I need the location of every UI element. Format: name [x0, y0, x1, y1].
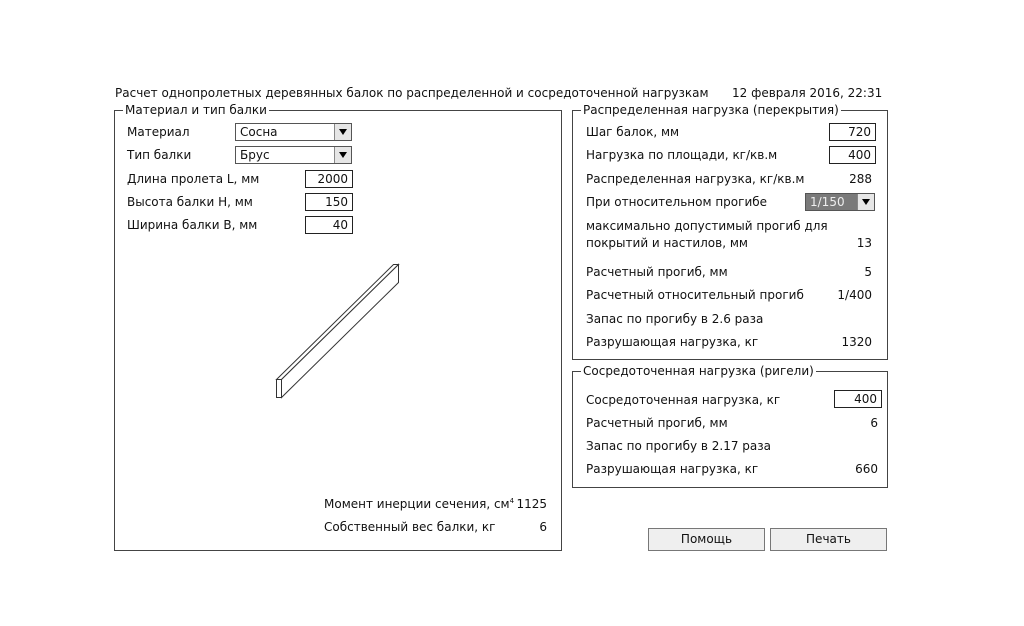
- beam-top-face: [277, 265, 399, 380]
- width-label: Ширина балки B, мм: [127, 218, 258, 232]
- beam-side-face: [282, 265, 399, 398]
- beam-end-face: [277, 380, 282, 398]
- relative-deflection-select[interactable]: [805, 193, 875, 211]
- calc-deflection-value: 5: [864, 265, 872, 279]
- concentrated-load-input[interactable]: 400: [834, 390, 882, 408]
- material-label: Материал: [127, 125, 190, 139]
- chevron-down-icon[interactable]: [334, 124, 351, 140]
- concentrated-breaking-load-value: 660: [855, 462, 878, 476]
- deflection-margin-label: Запас по прогибу в 2.6 раза: [586, 312, 764, 326]
- span-input[interactable]: 2000: [305, 170, 353, 188]
- span-label: Длина пролета L, мм: [127, 172, 260, 186]
- max-deflection-label-line2: покрытий и настилов, мм: [586, 236, 748, 250]
- calc-relative-deflection-value: 1/400: [837, 288, 872, 302]
- beam-type-label: Тип балки: [127, 148, 192, 162]
- material-select-value: Сосна: [240, 125, 278, 139]
- concentrated-margin-label: Запас по прогибу в 2.17 раза: [586, 439, 772, 453]
- max-deflection-value: 13: [856, 236, 872, 250]
- calc-deflection-label: Расчетный прогиб, мм: [586, 265, 728, 279]
- material-select[interactable]: [235, 123, 352, 141]
- weight-value: 6: [539, 520, 547, 534]
- relative-deflection-label: При относительном прогибе: [586, 195, 768, 209]
- distributed-load-value: 288: [849, 172, 872, 186]
- distributed-load-legend: Распределенная нагрузка (перекрытия): [583, 103, 839, 117]
- concentrated-deflection-value: 6: [870, 416, 878, 430]
- inertia-label: Момент инерции сечения, $см^4$: [324, 497, 515, 511]
- calc-relative-deflection-label: Расчетный относительный прогиб: [586, 288, 804, 302]
- max-deflection-label-line1: максимально допустимый прогиб для: [586, 219, 828, 233]
- help-button[interactable]: Помощь: [648, 528, 765, 551]
- area-load-label: Нагрузка по площади, кг/кв.м: [586, 148, 778, 162]
- weight-label: Собственный вес балки, кг: [324, 520, 496, 534]
- beam-type-select-value: Брус: [240, 148, 270, 162]
- chevron-down-icon[interactable]: [857, 194, 874, 210]
- beam-type-select[interactable]: [235, 146, 352, 164]
- beam-step-label: Шаг балок, мм: [586, 125, 680, 139]
- beam-illustration: [270, 260, 405, 405]
- concentrated-breaking-load-label: Разрушающая нагрузка, кг: [586, 462, 759, 476]
- concentrated-load-legend: Сосредоточенная нагрузка (ригели): [583, 364, 814, 378]
- breaking-load-value: 1320: [841, 335, 872, 349]
- beam-step-input[interactable]: 720: [829, 123, 876, 141]
- width-input[interactable]: 40: [305, 216, 353, 234]
- chevron-down-icon[interactable]: [334, 147, 351, 163]
- print-button[interactable]: Печать: [770, 528, 887, 551]
- concentrated-deflection-label: Расчетный прогиб, мм: [586, 416, 728, 430]
- inertia-value: 1125: [516, 497, 547, 511]
- height-input[interactable]: 150: [305, 193, 353, 211]
- distributed-load-label: Распределенная нагрузка, кг/кв.м: [586, 172, 805, 186]
- height-label: Высота балки H, мм: [127, 195, 253, 209]
- page-title: Расчет однопролетных деревянных балок по распределенной и сосредоточенной нагрузкам: [115, 86, 709, 100]
- material-panel-legend: Материал и тип балки: [125, 103, 267, 117]
- inertia-superscript: 4: [509, 497, 515, 505]
- date-label: 12 февраля 2016, 22:31: [732, 86, 883, 100]
- breaking-load-label: Разрушающая нагрузка, кг: [586, 335, 759, 349]
- relative-deflection-value: 1/150: [810, 195, 845, 209]
- concentrated-load-label: Сосредоточенная нагрузка, кг: [586, 393, 781, 407]
- area-load-input[interactable]: 400: [829, 146, 876, 164]
